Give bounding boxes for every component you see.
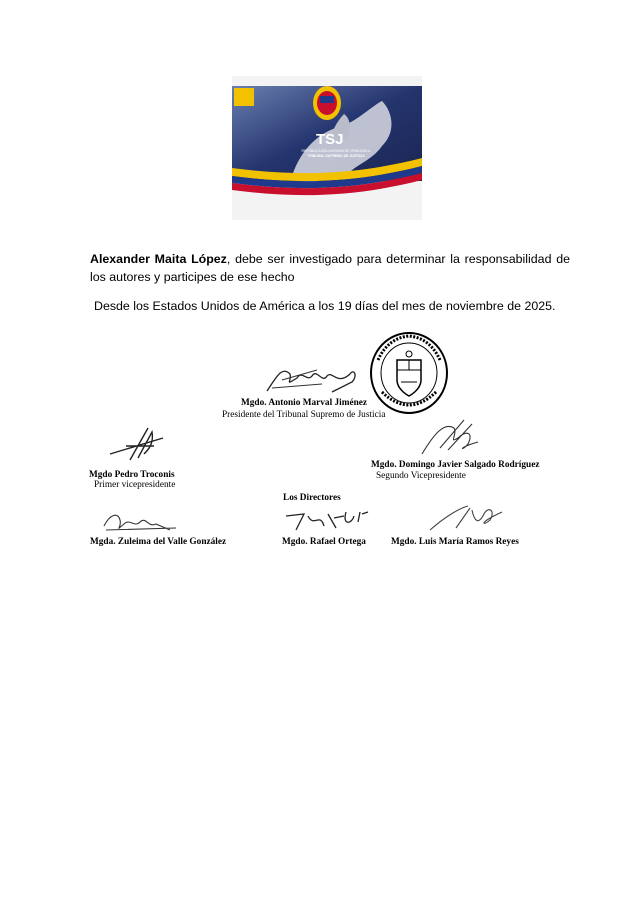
tsj-banner-graphic	[232, 76, 422, 220]
accused-name: Alexander Maita López	[90, 252, 227, 266]
second-vp-name: Mgdo. Domingo Javier Salgado Rodríguez	[371, 460, 540, 470]
tsj-banner-logo	[232, 76, 422, 220]
president-name: Mgdo. Antonio Marval Jiménez	[241, 398, 368, 408]
body-paragraph	[90, 250, 570, 286]
paragraph-rest: , debe ser investigado para determinar la responsabilidad de los autores y participes de ese hecho	[90, 252, 570, 284]
tsj-logo-text: TSJ	[316, 131, 344, 148]
president-signature	[262, 356, 362, 400]
first-vp-signature	[108, 424, 168, 464]
second-vp-signature	[418, 414, 488, 462]
banner-caption-1: REPÚBLICA BOLIVARIANA DE VENEZUELA	[301, 149, 371, 153]
director-1-name: Mgda. Zuleima del Valle González	[90, 537, 227, 547]
director-1-signature	[100, 506, 180, 536]
banner-caption-2: TRIBUNAL SUPREMO DE JUSTICIA	[307, 154, 365, 158]
president-role: Presidente del Tribunal Supremo de Justicia	[222, 410, 386, 420]
tsj-official-seal	[368, 330, 450, 416]
director-3-signature	[426, 502, 506, 534]
dateline: Desde los Estados Unidos de América a los 19 días del mes de noviembre de 2025.	[94, 299, 556, 313]
first-vp-role: Primer vicepresidente	[94, 480, 176, 490]
director-3-name: Mgdo. Luis María Ramos Reyes	[391, 537, 519, 547]
second-vp-role: Segundo Vicepresidente	[376, 471, 466, 481]
director-2-signature	[284, 508, 370, 534]
first-vp-name: Mgdo Pedro Troconis	[89, 470, 175, 480]
director-2-name: Mgdo. Rafael Ortega	[282, 537, 366, 547]
directors-heading: Los Directores	[283, 493, 341, 503]
